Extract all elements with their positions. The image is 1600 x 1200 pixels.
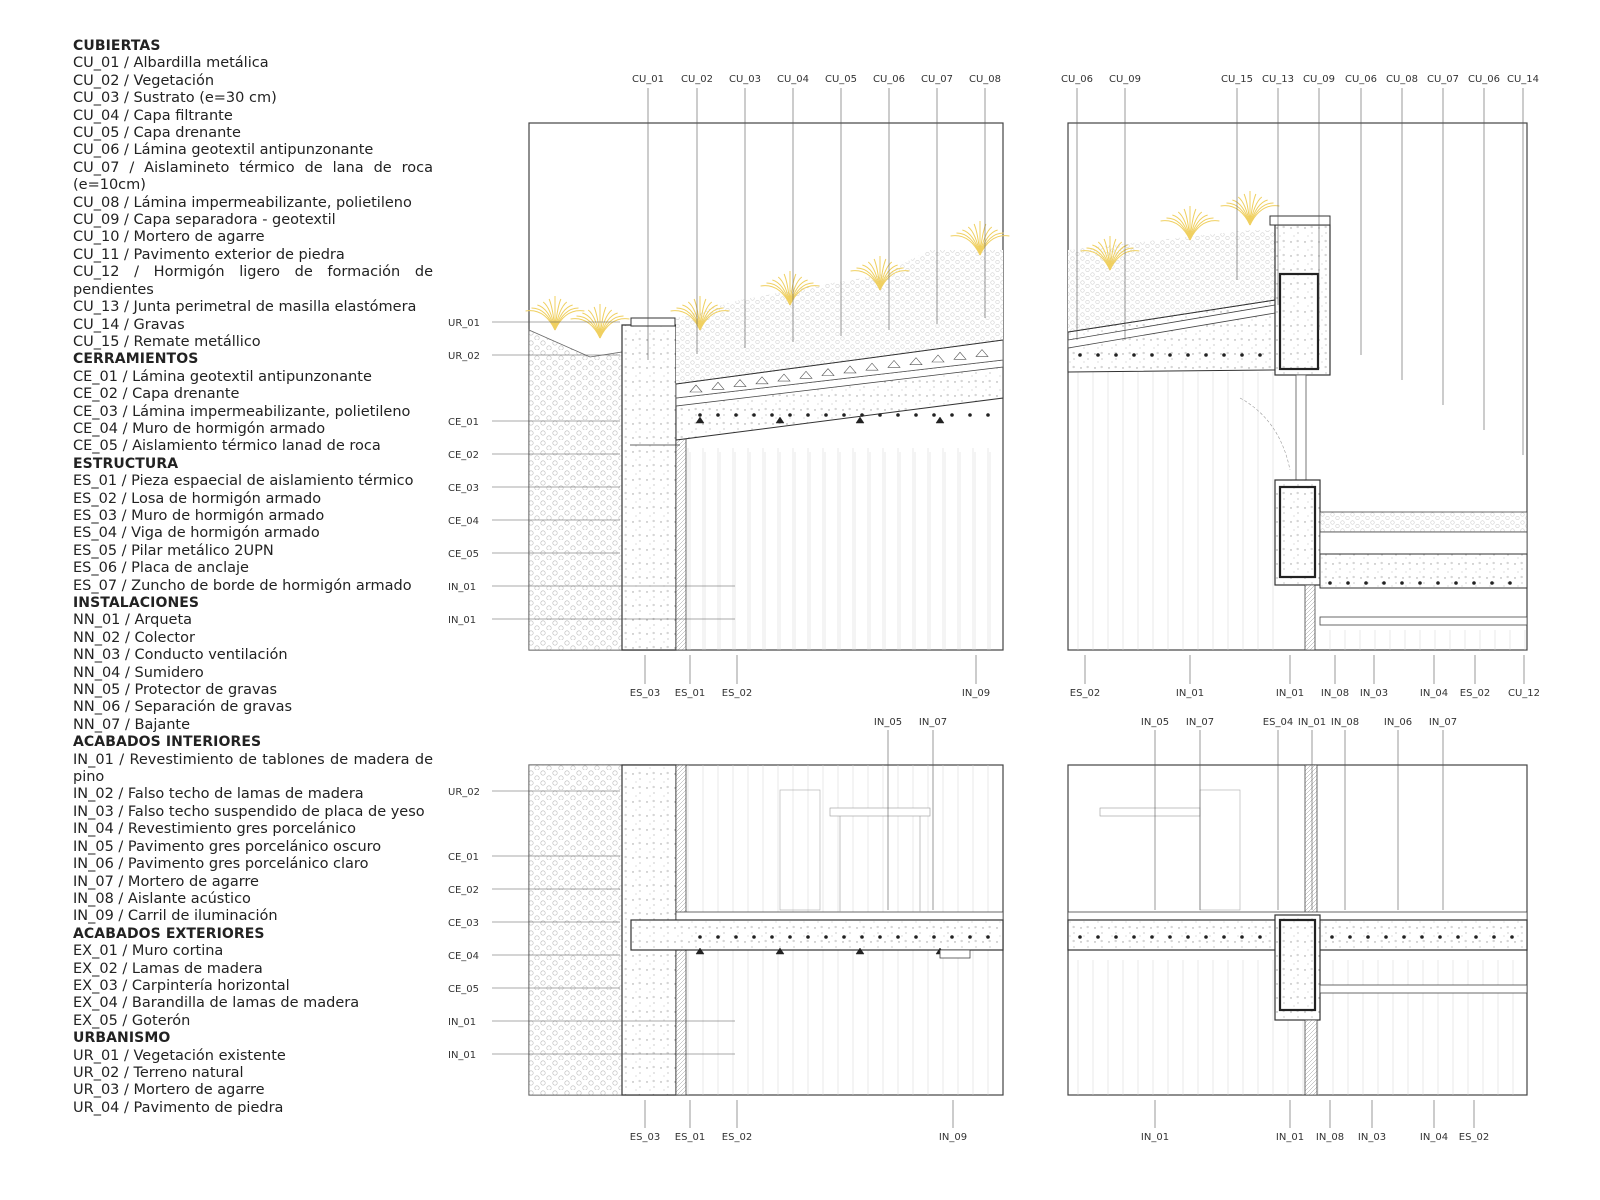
acoustic-insulation (1305, 585, 1315, 650)
rebar-dot (1418, 581, 1422, 585)
callout-label: CU_07 (1426, 74, 1460, 85)
rebar-dot (1222, 935, 1226, 939)
legend-item: CU_14 / Gravas (73, 316, 185, 333)
parapet-beam (1275, 225, 1330, 375)
rebar-dot (1078, 353, 1082, 357)
legend-item: CE_01 / Lámina geotextil antipunzonante (73, 368, 372, 385)
callout-label: IN_08 (1330, 717, 1360, 728)
rebar-dot (968, 935, 972, 939)
rebar-dot (1328, 581, 1332, 585)
rebar-dot (752, 413, 756, 417)
edge-beam (1275, 480, 1320, 585)
rebar-dot (986, 935, 990, 939)
rebar-dot (968, 413, 972, 417)
rebar-dot (896, 935, 900, 939)
legend-item: CU_02 / Vegetación (73, 72, 215, 89)
rebar-dot (1366, 935, 1370, 939)
rebar-dot (824, 935, 828, 939)
rebar-dot (1096, 353, 1100, 357)
rebar-dot (770, 413, 774, 417)
rebar-dot (824, 413, 828, 417)
legend-item: CE_03 / Lámina impermeabilizante, polietileno (73, 403, 411, 420)
rebar-dot (1456, 935, 1460, 939)
callout-label: CE_04 (448, 951, 480, 962)
rebar-dot (1348, 935, 1352, 939)
callout-label: IN_07 (1185, 717, 1215, 728)
callout-label: CU_06 (1060, 74, 1094, 85)
rebar-dot (1240, 353, 1244, 357)
legend-item: NN_04 / Sumidero (73, 664, 204, 681)
callout-label: CE_05 (448, 549, 480, 560)
callout-label: CE_04 (448, 516, 480, 527)
rebar-dot (1402, 935, 1406, 939)
callout-label: CU_05 (824, 74, 858, 85)
callout-label: IN_01 (448, 615, 477, 626)
legend-item: IN_02 / Falso techo de lamas de madera (73, 786, 364, 803)
legend-item: UR_04 / Pavimento de piedra (73, 1099, 284, 1116)
rebar-dot (1438, 935, 1442, 939)
rebar-dot (1114, 353, 1118, 357)
legend-item: CU_09 / Capa separadora - geotextil (73, 212, 336, 229)
legend-item: CU_13 / Junta perimetral de masilla elastómera (73, 299, 417, 316)
callout-label: ES_02 (1458, 1132, 1490, 1143)
legend-section-title: ESTRUCTURA (73, 455, 179, 472)
callout-label: ES_04 (1262, 717, 1294, 728)
rebar-dot (1096, 935, 1100, 939)
legend-item: ES_04 / Viga de hormigón armado (73, 525, 320, 542)
callout-label: IN_03 (1359, 688, 1389, 699)
legend-section-title: URBANISMO (73, 1030, 171, 1047)
callout-label: ES_02 (1459, 688, 1491, 699)
table-top (1100, 808, 1200, 816)
callout-label: CU_15 (1220, 74, 1254, 85)
legend-item: CU_04 / Capa filtrante (73, 107, 233, 124)
natural-terrain (529, 765, 622, 1095)
callout-label: CU_06 (872, 74, 906, 85)
legend-item: CU_01 / Albardilla metálica (73, 55, 269, 72)
rebar-dot (1168, 353, 1172, 357)
rebar-dot (1258, 935, 1262, 939)
natural-terrain (529, 330, 622, 650)
callout-label: CE_05 (448, 984, 480, 995)
rebar-dot (950, 413, 954, 417)
rebar-dot (1186, 935, 1190, 939)
callout-label: ES_02 (1069, 688, 1101, 699)
legend-item: UR_02 / Terreno natural (73, 1064, 244, 1081)
lighting-rail (940, 950, 970, 958)
callout-label: CE_02 (448, 450, 480, 461)
legend-item: CE_05 / Aislamiento térmico lanad de roca (73, 438, 381, 455)
legend-section-title: CUBIERTAS (73, 38, 161, 54)
callout-label: CU_02 (680, 74, 714, 85)
rebar-dot (950, 935, 954, 939)
callout-label: IN_03 (1357, 1132, 1387, 1143)
rebar-dot (1384, 935, 1388, 939)
rebar-dot (986, 413, 990, 417)
callout-label: ES_02 (721, 688, 753, 699)
legend-section-title: ACABADOS INTERIORES (73, 734, 262, 751)
rebar-dot (1330, 935, 1334, 939)
wall-insulation (676, 430, 686, 650)
legend-section-title: CERRAMIENTOS (73, 351, 199, 368)
terrace-slab (1320, 554, 1527, 588)
legend-section-title: INSTALACIONES (73, 595, 200, 611)
rebar-dot (914, 935, 918, 939)
callout-label: ES_01 (674, 1132, 706, 1143)
rebar-dot (878, 413, 882, 417)
callout-label: CE_03 (448, 483, 480, 494)
callout-label: ES_03 (629, 688, 661, 699)
legend-item: NN_03 / Conducto ventilación (73, 647, 288, 664)
callout-label: IN_01 (1275, 1132, 1305, 1143)
legend-item: NN_05 / Protector de gravas (73, 682, 278, 699)
rebar-dot (716, 413, 720, 417)
callout-label: CE_03 (448, 918, 480, 929)
callout-label: CU_04 (776, 74, 810, 85)
legend-item: NN_02 / Colector (73, 629, 195, 646)
callout-label: CU_08 (968, 74, 1002, 85)
callout-label: IN_04 (1419, 688, 1449, 699)
legend-item: ES_01 / Pieza espaecial de aislamiento térmico (73, 473, 414, 490)
callout-label: CU_09 (1108, 74, 1142, 85)
callout-label: IN_05 (873, 717, 903, 728)
rebar-dot (1204, 353, 1208, 357)
callout-label: CU_01 (631, 74, 665, 85)
section-drawings (526, 123, 1527, 1095)
rebar-dot (1204, 935, 1208, 939)
rebar-dot (1510, 935, 1514, 939)
rebar-dot (1078, 935, 1082, 939)
callout-label: CU_14 (1506, 74, 1540, 85)
callout-label: CU_09 (1302, 74, 1336, 85)
rebar-dot (1492, 935, 1496, 939)
legend-item: CU_10 / Mortero de agarre (73, 229, 265, 246)
rebar-dot (932, 935, 936, 939)
retaining-wall (622, 325, 676, 650)
legend-item: IN_06 / Pavimento gres porcelánico claro (73, 856, 369, 873)
callout-label: CU_08 (1385, 74, 1419, 85)
roof-membranes (1320, 532, 1527, 554)
legend-item: EX_02 / Lamas de madera (73, 960, 263, 977)
legend-item: CU_05 / Capa drenante (73, 125, 241, 142)
rebar-dot (878, 935, 882, 939)
callout-label: ES_03 (629, 1132, 661, 1143)
rebar-dot (1258, 353, 1262, 357)
callout-label: ES_02 (721, 1132, 753, 1143)
rebar-dot (1454, 581, 1458, 585)
callout-label: IN_01 (1175, 688, 1205, 699)
callout-label: IN_07 (918, 717, 948, 728)
rebar-dot (1114, 935, 1118, 939)
rebar-dot (932, 413, 936, 417)
legend-item: CU_07 / Aislamineto térmico de lana de roca (e=10cm) (73, 159, 433, 194)
rebar-dot (770, 935, 774, 939)
legend-item: ES_07 / Zuncho de borde de hormigón armado (73, 577, 412, 594)
rebar-dot (698, 413, 702, 417)
callout-label: IN_01 (1140, 1132, 1170, 1143)
legend-item: CU_06 / Lámina geotextil antipunzonante (73, 142, 374, 159)
legend-section-title: ACABADOS EXTERIORES (73, 925, 265, 942)
callout-label: IN_01 (1275, 688, 1305, 699)
legend-item: NN_07 / Bajante (73, 716, 191, 733)
rebar-dot (842, 935, 846, 939)
legend-item: IN_05 / Pavimento gres porcelánico oscuro (73, 838, 382, 855)
legend-item: ES_03 / Muro de hormigón armado (73, 507, 325, 524)
legend-item: CU_12 / Hormigón ligero de formación de pendientes (73, 264, 433, 298)
callout-label: IN_06 (1383, 717, 1413, 728)
rebar-dot (1346, 581, 1350, 585)
callout-label: IN_01 (448, 1017, 477, 1028)
legend-item: ES_02 / Losa de hormigón armado (73, 490, 322, 507)
curtain-wall-frame (1296, 375, 1306, 480)
callout-label: IN_09 (961, 688, 991, 699)
callout-label: CE_02 (448, 885, 480, 896)
rebar-dot (1420, 935, 1424, 939)
legend-item: IN_08 / Aislante acústico (73, 890, 251, 907)
rebar-dot (788, 935, 792, 939)
legend-item: UR_03 / Mortero de agarre (73, 1082, 265, 1099)
rebar-dot (842, 413, 846, 417)
callout-label: UR_01 (448, 318, 480, 329)
callout-label: CE_01 (448, 852, 480, 863)
callout-label: CU_13 (1261, 74, 1295, 85)
callout-label: IN_04 (1419, 1132, 1449, 1143)
rebar-dot (698, 935, 702, 939)
gravel-layer (1320, 512, 1527, 532)
rebar-dot (1150, 935, 1154, 939)
table-top (830, 808, 930, 816)
rebar-dot (1382, 581, 1386, 585)
rebar-dot (1436, 581, 1440, 585)
legend-item: CE_04 / Muro de hormigón armado (73, 420, 326, 437)
legend-item: ES_06 / Placa de anclaje (73, 560, 249, 577)
legend-item: IN_01 / Revestimiento de tablones de madera de pino (73, 751, 433, 786)
rebar-dot (1132, 353, 1136, 357)
callout-label: CU_06 (1344, 74, 1378, 85)
callout-label: IN_07 (1428, 717, 1458, 728)
callout-label: CE_01 (448, 417, 480, 428)
legend-item: IN_07 / Mortero de agarre (73, 873, 259, 890)
rebar-dot (1240, 935, 1244, 939)
callout-label: IN_01 (1297, 717, 1327, 728)
support-beam (1275, 915, 1320, 1020)
metal-flashing (1270, 216, 1330, 225)
legend-item: IN_04 / Revestimiento gres porcelánico (73, 821, 356, 838)
legend-item: UR_01 / Vegetación existente (73, 1047, 286, 1064)
callout-label: UR_02 (448, 351, 480, 362)
rebar-dot (1474, 935, 1478, 939)
legend-item: EX_04 / Barandilla de lamas de madera (73, 995, 360, 1012)
rebar-dot (1490, 581, 1494, 585)
legend-item: ES_05 / Pilar metálico 2UPN (73, 542, 274, 559)
callout-label: ES_01 (674, 688, 706, 699)
legend-item: NN_01 / Arqueta (73, 612, 193, 629)
rebar-dot (1222, 353, 1226, 357)
suspended-ceiling (1320, 617, 1527, 625)
rebar-dot (1168, 935, 1172, 939)
floor-slab (631, 920, 1003, 950)
callout-label: CU_06 (1467, 74, 1501, 85)
rebar-dot (1400, 581, 1404, 585)
legend-item: CU_08 / Lámina impermeabilizante, polietileno (73, 194, 412, 211)
rebar-dot (860, 935, 864, 939)
legend-item: IN_09 / Carril de iluminación (73, 908, 278, 925)
rebar-dot (1186, 353, 1190, 357)
callout-label: UR_02 (448, 787, 480, 798)
legend-item: CU_03 / Sustrato (e=30 cm) (73, 90, 277, 107)
metal-coping (631, 318, 675, 326)
rebar-dot (788, 413, 792, 417)
callout-label: IN_01 (448, 582, 477, 593)
suspended-ceiling (1320, 985, 1527, 993)
rebar-dot (752, 935, 756, 939)
legend-item: NN_06 / Separación de gravas (73, 699, 293, 716)
callout-label: IN_08 (1320, 688, 1350, 699)
legend-item: EX_01 / Muro cortina (73, 943, 224, 960)
callout-label: CU_12 (1507, 688, 1541, 699)
acoustic-insulation (1305, 1020, 1317, 1095)
callout-label: IN_09 (938, 1132, 968, 1143)
callout-label: CU_03 (728, 74, 762, 85)
rebar-dot (734, 413, 738, 417)
rebar-dot (806, 935, 810, 939)
legend-item: CU_15 / Remate metállico (73, 333, 261, 350)
acoustic-insulation (1305, 765, 1317, 915)
rebar-dot (896, 413, 900, 417)
rebar-dot (914, 413, 918, 417)
legend-item: CE_02 / Capa drenante (73, 386, 240, 403)
callout-label: CU_07 (920, 74, 954, 85)
legend-item: EX_05 / Goterón (73, 1012, 191, 1029)
rebar-dot (1132, 935, 1136, 939)
rebar-dot (1508, 581, 1512, 585)
legend-item: IN_03 / Falso techo suspendido de placa de yeso (73, 803, 425, 820)
rebar-dot (1364, 581, 1368, 585)
rebar-dot (1472, 581, 1476, 585)
legend-item: EX_03 / Carpintería horizontal (73, 977, 290, 994)
rebar-dot (806, 413, 810, 417)
legend-item: CU_11 / Pavimento exterior de piedra (73, 246, 345, 263)
callout-label: IN_05 (1140, 717, 1170, 728)
floor-finish (676, 912, 1003, 920)
rebar-dot (716, 935, 720, 939)
rebar-dot (734, 935, 738, 939)
rebar-dot (860, 413, 864, 417)
rebar-dot (1150, 353, 1154, 357)
callout-label: IN_08 (1315, 1132, 1345, 1143)
callout-label: IN_01 (448, 1050, 477, 1061)
